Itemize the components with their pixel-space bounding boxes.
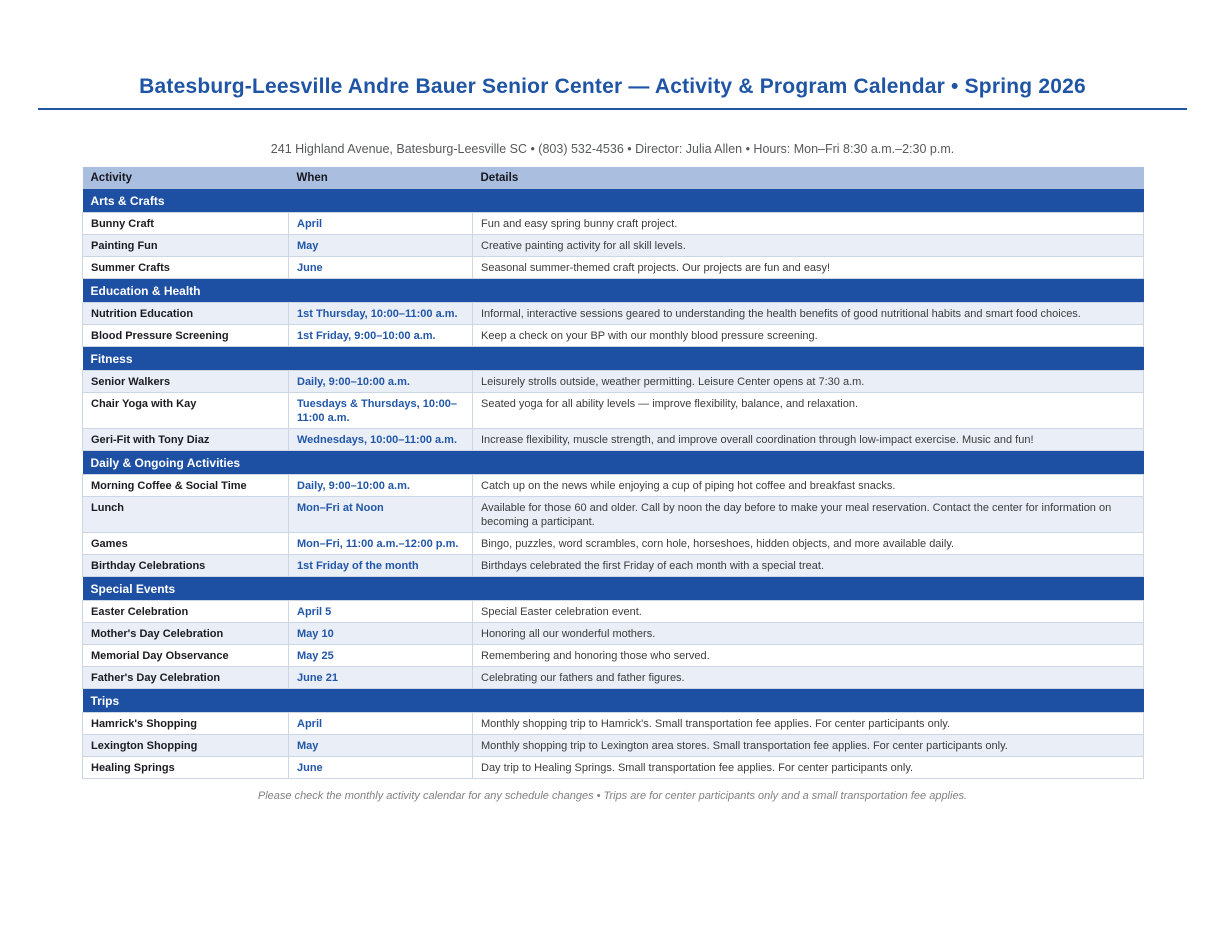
section-header-row (83, 689, 1144, 713)
when-cell: Tuesdays & Thursdays, 10:00–11:00 a.m. (289, 393, 473, 429)
activity-cell: Lexington Shopping (83, 735, 289, 757)
details-cell: Seated yoga for all ability levels — improve flexibility, balance, and relaxation. (473, 393, 1144, 429)
when-cell: April (289, 213, 473, 235)
section-title: Arts & Crafts (83, 189, 1144, 213)
table-row (83, 555, 1144, 577)
activity-cell: Geri-Fit with Tony Diaz (83, 429, 289, 451)
details-cell: Birthdays celebrated the first Friday of each month with a special treat. (473, 555, 1144, 577)
when-cell: 1st Friday of the month (289, 555, 473, 577)
section-title: Trips (83, 689, 1144, 713)
details-cell: Celebrating our fathers and father figures. (473, 667, 1144, 689)
when-cell: May 10 (289, 623, 473, 645)
activity-cell: Hamrick's Shopping (83, 713, 289, 735)
when-cell: June (289, 257, 473, 279)
activity-cell: Summer Crafts (83, 257, 289, 279)
table-row (83, 325, 1144, 347)
when-cell: April 5 (289, 601, 473, 623)
table-header-row (83, 167, 1144, 189)
table-row (83, 713, 1144, 735)
details-cell: Available for those 60 and older. Call by noon the day before to make your meal reservation. Contact the center for information on becoming a participant. (473, 497, 1144, 533)
table-row (83, 623, 1144, 645)
contact-info-line: 241 Highland Avenue, Batesburg-Leesville SC • (803) 532-4536 • Director: Julia Allen • Hours: Mon–Fri 8:30 a.m.–2:30 p.m. (270, 142, 955, 156)
section-title: Special Events (83, 577, 1144, 601)
activity-cell: Mother's Day Celebration (83, 623, 289, 645)
table-row (83, 303, 1144, 325)
footer-note: Please check the monthly activity calendar for any schedule changes • Trips are for center participants only and a small transportation fee applies. (257, 790, 968, 802)
details-cell: Remembering and honoring those who served. (473, 645, 1144, 667)
details-cell: Informal, interactive sessions geared to understanding the health benefits of good nutritional habits and smart food choices. (473, 303, 1144, 325)
section-header-row (83, 577, 1144, 601)
section-header-row (83, 189, 1144, 213)
details-cell: Honoring all our wonderful mothers. (473, 623, 1144, 645)
table-row (83, 757, 1144, 779)
activity-cell: Games (83, 533, 289, 555)
section-header-row (83, 347, 1144, 371)
table-row (83, 735, 1144, 757)
table-row (83, 497, 1144, 533)
activity-calendar-table (82, 167, 1144, 779)
section-title: Education & Health (83, 279, 1144, 303)
when-cell: Mon–Fri at Noon (289, 497, 473, 533)
table-row (83, 645, 1144, 667)
details-cell: Increase flexibility, muscle strength, and improve overall coordination through low-impact exercise. Music and fun! (473, 429, 1144, 451)
title-divider (38, 108, 1187, 110)
table-row (83, 393, 1144, 429)
when-cell: 1st Thursday, 10:00–11:00 a.m. (289, 303, 473, 325)
when-cell: Daily, 9:00–10:00 a.m. (289, 371, 473, 393)
page-title: Batesburg-Leesville Andre Bauer Senior Center — Activity & Program Calendar • Spring 2026 (139, 75, 1086, 98)
details-cell: Special Easter celebration event. (473, 601, 1144, 623)
table-row (83, 257, 1144, 279)
details-cell: Keep a check on your BP with our monthly blood pressure screening. (473, 325, 1144, 347)
activity-cell: Senior Walkers (83, 371, 289, 393)
when-cell: Daily, 9:00–10:00 a.m. (289, 475, 473, 497)
column-header-activity: Activity (83, 167, 289, 189)
calendar-table-body (83, 189, 1144, 779)
activity-cell: Father's Day Celebration (83, 667, 289, 689)
table-row (83, 601, 1144, 623)
column-header-details: Details (473, 167, 1144, 189)
activity-cell: Painting Fun (83, 235, 289, 257)
activity-cell: Healing Springs (83, 757, 289, 779)
activity-cell: Memorial Day Observance (83, 645, 289, 667)
table-row (83, 429, 1144, 451)
section-header-row (83, 451, 1144, 475)
column-header-when: When (289, 167, 473, 189)
activity-cell: Blood Pressure Screening (83, 325, 289, 347)
activity-cell: Birthday Celebrations (83, 555, 289, 577)
activity-cell: Morning Coffee & Social Time (83, 475, 289, 497)
when-cell: May (289, 735, 473, 757)
activity-cell: Easter Celebration (83, 601, 289, 623)
details-cell: Fun and easy spring bunny craft project. (473, 213, 1144, 235)
when-cell: May (289, 235, 473, 257)
activity-cell: Nutrition Education (83, 303, 289, 325)
section-header-row (83, 279, 1144, 303)
details-cell: Monthly shopping trip to Hamrick's. Small transportation fee applies. For center participants only. (473, 713, 1144, 735)
section-title: Daily & Ongoing Activities (83, 451, 1144, 475)
activity-cell: Lunch (83, 497, 289, 533)
when-cell: June 21 (289, 667, 473, 689)
table-row (83, 235, 1144, 257)
details-cell: Catch up on the news while enjoying a cup of piping hot coffee and breakfast snacks. (473, 475, 1144, 497)
table-row (83, 475, 1144, 497)
when-cell: June (289, 757, 473, 779)
details-cell: Bingo, puzzles, word scrambles, corn hole, horseshoes, hidden objects, and more available daily. (473, 533, 1144, 555)
details-cell: Creative painting activity for all skill levels. (473, 235, 1144, 257)
when-cell: May 25 (289, 645, 473, 667)
details-cell: Day trip to Healing Springs. Small transportation fee applies. For center participants only. (473, 757, 1144, 779)
details-cell: Seasonal summer-themed craft projects. Our projects are fun and easy! (473, 257, 1144, 279)
details-cell: Monthly shopping trip to Lexington area stores. Small transportation fee applies. For center participants only. (473, 735, 1144, 757)
when-cell: Wednesdays, 10:00–11:00 a.m. (289, 429, 473, 451)
activity-cell: Bunny Craft (83, 213, 289, 235)
section-title: Fitness (83, 347, 1144, 371)
when-cell: 1st Friday, 9:00–10:00 a.m. (289, 325, 473, 347)
table-row (83, 667, 1144, 689)
when-cell: April (289, 713, 473, 735)
when-cell: Mon–Fri, 11:00 a.m.–12:00 p.m. (289, 533, 473, 555)
table-row (83, 213, 1144, 235)
details-cell: Leisurely strolls outside, weather permitting. Leisure Center opens at 7:30 a.m. (473, 371, 1144, 393)
table-row (83, 533, 1144, 555)
activity-cell: Chair Yoga with Kay (83, 393, 289, 429)
table-row (83, 371, 1144, 393)
